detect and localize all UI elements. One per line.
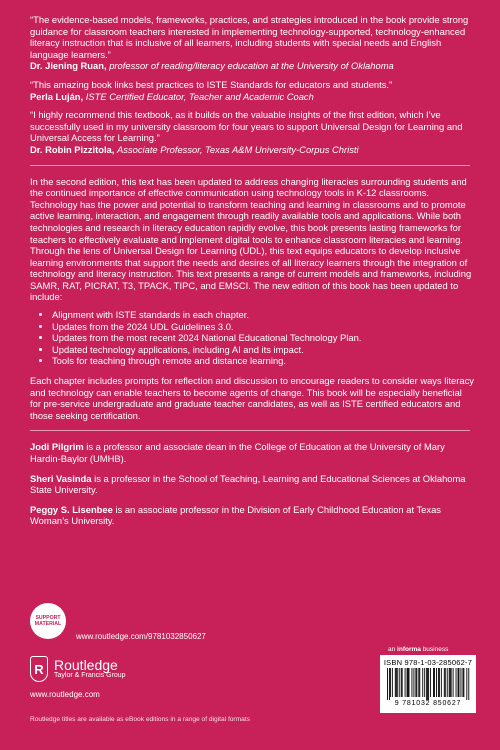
author-bio-text: is an associate professor in the Division of Early Childhood Education at Texas Woman’s University. (30, 503, 441, 527)
barcode-bar (434, 668, 435, 697)
barcode-bar (447, 668, 448, 697)
barcode-bar (422, 668, 423, 697)
barcode-bar (426, 668, 427, 700)
barcode-bar (461, 668, 462, 697)
barcode-bar (396, 668, 397, 697)
author-bio (30, 504, 475, 527)
barcode-bar (468, 668, 469, 700)
publisher-name: Routledge (54, 657, 118, 673)
barcode-bar (450, 668, 451, 697)
barcode-bar (463, 668, 464, 697)
endorsement-2: “This amazing book links best practices to ISTE Standards for educators and students.” Perla Luján, ISTE Certified Educator, Teacher and Academic Coach (30, 79, 475, 102)
list-item: • Tools for teaching through remote and distance learning. (52, 355, 475, 367)
barcode-bar (401, 668, 402, 697)
barcode-bar (428, 668, 429, 700)
endorser-role: ISTE Certified Educator, Teacher and Academic Coach (85, 90, 314, 102)
barcode-bar (451, 668, 452, 697)
barcode-bar (399, 668, 400, 697)
support-material-link[interactable]: www.routledge.com/9781032850627 (76, 632, 206, 641)
author-bio (30, 473, 475, 496)
endorser-name: Dr. Robin Pizzitola (30, 143, 112, 155)
ebook-note: Routledge titles are available as eBook editions in a range of digital formats (30, 716, 250, 723)
barcode-icon (386, 668, 470, 700)
list-item: • Updates from the 2024 UDL Guidelines 3.0. (52, 321, 475, 333)
barcode-bar (418, 668, 419, 697)
endorser-role: Associate Professor, Texas A&M University-Corpus Christi (117, 143, 359, 155)
barcode-bar (453, 668, 454, 697)
barcode-bar (389, 668, 390, 700)
barcode-bar (444, 668, 445, 697)
divider (30, 165, 470, 166)
barcode-bar (430, 668, 431, 697)
endorsement-text: “This amazing book links best practices to ISTE Standards for educators and students.” (30, 78, 393, 90)
barcode-bar (409, 668, 410, 697)
divider (30, 430, 470, 431)
author-bio (30, 441, 475, 464)
list-item: • Updated technology applications, including AI and its impact. (52, 344, 475, 356)
content-column (30, 14, 475, 535)
publisher-group: Taylor & Francis Group (54, 672, 126, 679)
barcode-bar (424, 668, 425, 697)
barcode-bar (395, 668, 396, 697)
support-material-badge: SUPPORT MATERIAL (30, 603, 66, 639)
feature-list (30, 309, 475, 367)
barcode-bar (405, 668, 406, 697)
barcode-bar (402, 668, 403, 697)
barcode-bar (441, 668, 442, 697)
barcode-bar (419, 668, 420, 697)
barcode-bar (458, 668, 459, 697)
endorser-role: professor of reading/literacy education at the University of Oklahoma (109, 60, 394, 72)
author-name: Peggy S. Lisenbee (30, 503, 113, 515)
barcode-bar (466, 668, 467, 700)
routledge-r-icon: R (30, 656, 48, 682)
barcode-bar (415, 668, 416, 697)
barcode-bar (416, 668, 417, 697)
informa-tagline: an informa business (388, 646, 449, 653)
endorsement-text: “The evidence-based models, frameworks, practices, and strategies introduced in the book provide strong guidance for classroom teachers interested in implementing technology-supported, technology-enhanced literacy instruction that is inclusive of all learners, including students with special needs and English language learners.” (30, 14, 469, 60)
endorsement-1: “The evidence-based models, frameworks, practices, and strategies introduced in the book provide strong guidance for classroom teachers interested in implementing technology-supported, technology-enhanced literacy instruction that is inclusive of all learners, including students with special needs and English language learners.” Dr. Jiening Ruan, professor of reading/literacy education at the University of Oklahoma (30, 14, 475, 72)
barcode-bar (408, 668, 409, 697)
barcode-bar (462, 668, 463, 697)
book-description: In the second edition, this text has been updated to address changing literacies surrounding students and the continued importance of effective communication using technology tools in K-12 classrooms. Technology has the power and potential to transform teaching and learning in classrooms and to promote active learning, interaction, and engagement through readily available tools and applications. While both technologies and research in literacy education rapidly evolve, this book presents lasting frameworks for teachers to effectively evaluate and implement digital tools to enhance classroom literacies and learning. Through the lens of Universal Design for Learning (UDL), this text equips educators to develop inclusive learning environments that support the needs and desires of all literacy learners through the integration of technology and literacy instruction. This text presents a range of current models and frameworks, including SAMR, RAT, PICRAT, T3, TPACK, TIPC, and EMSCI. The new edition of this book has been updated to include: (30, 175, 472, 303)
author-bio-text: is a professor in the School of Teaching, Learning and Educational Sciences at Oklahoma State University. (30, 472, 466, 496)
barcode-bar (433, 668, 434, 697)
author-name: Sheri Vasinda (30, 472, 92, 484)
endorser-name: Dr. Jiening Ruan (30, 60, 104, 72)
barcode-digits: 9 781032 850627 (394, 700, 462, 707)
barcode-bar (436, 668, 437, 697)
barcode-bar (459, 668, 460, 697)
barcode-bar (387, 668, 388, 700)
author-name: Jodi Pilgrim (30, 441, 84, 453)
barcode-bar (397, 668, 398, 697)
author-bio-text: is a professor and associate dean in the College of Education at the University of Mary Hardin-Baylor (UMHB). (30, 441, 445, 464)
list-item: • Alignment with ISTE standards in each chapter. (52, 309, 475, 321)
barcode-bar (407, 668, 408, 697)
list-item: • Updates from the most recent 2024 National Educational Technology Plan. (52, 332, 475, 344)
closing-paragraph: Each chapter includes prompts for reflection and discussion to encourage readers to consider ways literacy and technology can enable teachers to become agents of change. This book will be especially beneficial for pre-service undergraduate and graduate teacher candidates, as well as ISTE certified educators and those seeking certification. (30, 375, 474, 421)
publisher-logo (30, 656, 126, 682)
publisher-url[interactable]: www.routledge.com (30, 690, 100, 699)
barcode-bar (427, 668, 428, 700)
endorser-name: Perla Luján (30, 90, 81, 102)
endorsement-3: “I highly recommend this textbook, as it builds on the valuable insights of the first edition, which I’ve successfully used in my university classroom for four years to support Universal Design for Learning and Universal Access for Learning.” Dr. Robin Pizzitola, Associate Professor, Texas A&M University-Corpus Christi (30, 109, 475, 155)
barcode-bar (445, 668, 446, 697)
isbn-barcode (380, 655, 476, 713)
barcode-bar (449, 668, 450, 697)
barcode-bar (413, 668, 414, 697)
barcode-bar (412, 668, 413, 697)
isbn-label: ISBN 978-1-03-285062-7 (383, 658, 473, 667)
barcode-bar (438, 668, 439, 697)
endorsement-text: “I highly recommend this textbook, as it builds on the valuable insights of the first edition, which I’ve successfully used in my university classroom for four years to support Universal Design for Learning and Universal Access for Learning.” (30, 109, 463, 144)
barcode-bar (456, 668, 457, 697)
barcode-bar (392, 668, 393, 697)
barcode-bar (439, 668, 440, 697)
barcode-bar (390, 668, 391, 697)
